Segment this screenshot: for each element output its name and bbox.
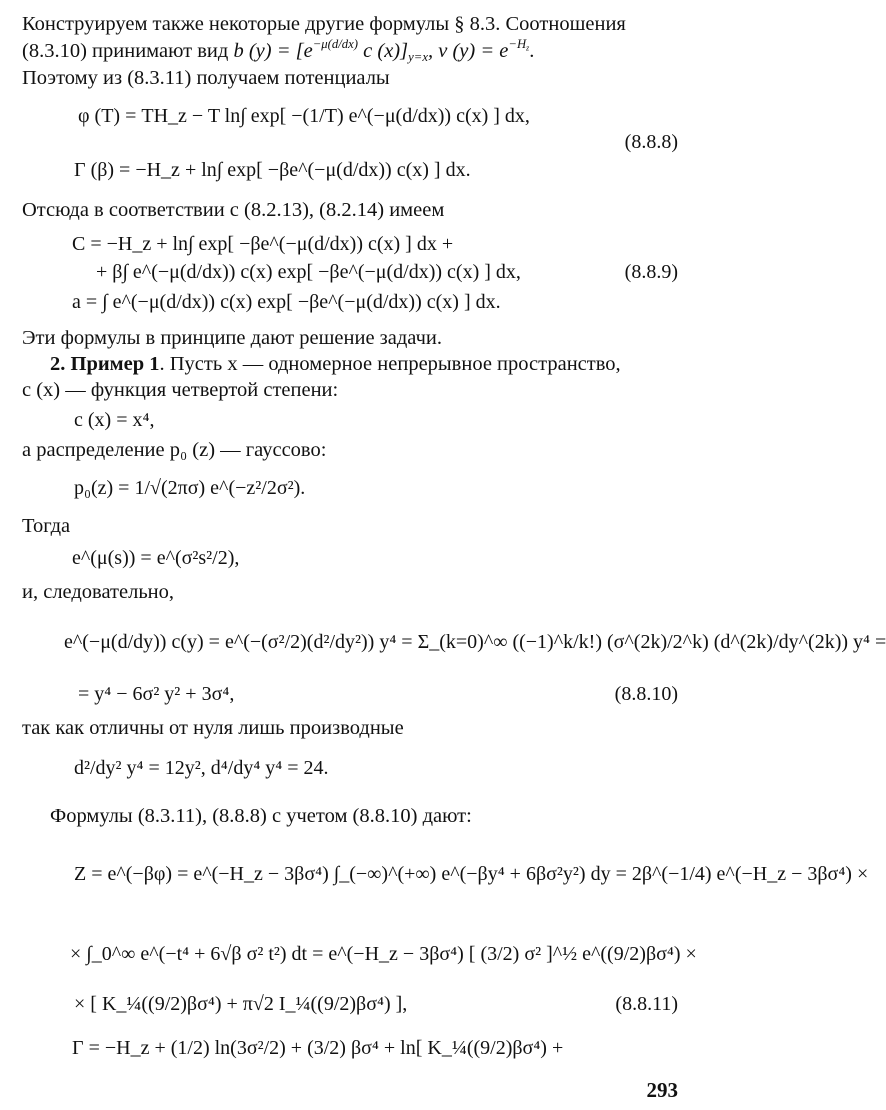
text-line-1: Конструируем также некоторые другие формулы § 8.3. Соотношения <box>22 13 626 35</box>
equation-8-8-9-c: a = ∫ e^(−μ(d/dx)) c(x) exp[ −βe^(−μ(d/dx)) c(x) ] dx. <box>72 291 501 313</box>
text-line-10: и, следовательно, <box>22 581 175 603</box>
equation-8-8-10-b: = y⁴ − 6σ² y² + 3σ⁴, <box>78 683 235 705</box>
equation-8-8-11-a: Z = e^(−βφ) = e^(−H_z − 3βσ⁴) ∫_(−∞)^(+∞) e^(−βy⁴ + 6βσ²y²) dy = 2β^(−1/4) e^(−H_z − 3βσ⁴) × <box>74 863 869 885</box>
text-line-2-c: −μ(d/dx) <box>312 37 359 52</box>
equation-number-8-8-8: (8.8.8) <box>624 131 678 153</box>
equation-p0: p₀(z) = 1/√(2πσ) e^(−z²/2σ²). <box>74 477 306 499</box>
text-line-2-f: , ν (y) = e <box>427 40 509 62</box>
equation-8-8-8-b: Γ (β) = −H_z + ln∫ exp[ −βe^(−μ(d/dx)) c(x) ] dx. <box>74 159 471 181</box>
text-line-6 <box>50 354 621 375</box>
equation-number-8-8-9: (8.8.9) <box>624 261 678 283</box>
text-line-11: так как отличны от нуля лишь производные <box>22 717 404 739</box>
equation-8-8-11-b: × ∫_0^∞ e^(−t⁴ + 6√β σ² t²) dt = e^(−H_z − 3βσ⁴) [ (3/2) σ² ]^½ e^((9/2)βσ⁴) × <box>70 943 697 965</box>
equation-8-8-10-a: e^(−μ(d/dy)) c(y) = e^(−(σ²/2)(d²/dy²)) y⁴ = Σ_(k=0)^∞ ((−1)^k/k!) (σ^(2k)/2^k) (d^(2k)/dy^(2k)) y⁴ = <box>64 631 886 653</box>
text-line-2 <box>22 37 535 64</box>
text-line-4: Отсюда в соответствии с (8.2.13), (8.2.14) имеем <box>22 199 445 221</box>
text-line-6-rest: . Пусть x — одномерное непрерывное пространство, <box>159 353 621 375</box>
text-line-7: c (x) — функция четвертой степени: <box>22 379 339 401</box>
equation-8-8-9-a: C = −H_z + ln∫ exp[ −βe^(−μ(d/dx)) c(x) ] dx + <box>72 233 454 255</box>
equation-8-8-11-d: Γ = −H_z + (1/2) ln(3σ²/2) + (3/2) βσ⁴ + ln[ K_¼((9/2)βσ⁴) + <box>72 1037 564 1059</box>
equation-8-8-11-c: × [ K_¼((9/2)βσ⁴) + π√2 I_¼((9/2)βσ⁴) ], <box>74 993 408 1015</box>
text-line-2-a: (8.3.10) принимают вид <box>22 40 234 62</box>
text-line-2-d: c (x)] <box>358 40 409 62</box>
equation-derivatives: d²/dy² y⁴ = 12y², d⁴/dy⁴ y⁴ = 24. <box>74 757 329 779</box>
text-line-3: Поэтому из (8.3.11) получаем потенциалы <box>22 67 390 89</box>
text-line-5: Эти формулы в принципе дают решение задачи. <box>22 327 442 349</box>
page-number: 293 <box>646 1078 678 1102</box>
text-line-2-g: −H <box>508 37 527 52</box>
text-line-2-h: z <box>526 43 530 53</box>
text-line-2-e: y=x <box>408 49 428 64</box>
equation-8-8-8-a: φ (T) = TH_z − T ln∫ exp[ −(1/T) e^(−μ(d/dx)) c(x) ] dx, <box>78 105 530 127</box>
equation-number-8-8-10: (8.8.10) <box>614 683 678 705</box>
text-line-12: Формулы (8.3.11), (8.8.8) с учетом (8.8.10) дают: <box>50 805 472 827</box>
equation-8-8-9-b: + β∫ e^(−μ(d/dx)) c(x) exp[ −βe^(−μ(d/dx)) c(x) ] dx, <box>96 261 521 283</box>
text-line-2-b: b (y) = [e <box>233 40 313 62</box>
text-line-9: Тогда <box>22 515 71 537</box>
equation-cx: c (x) = x⁴, <box>74 409 155 431</box>
text-line-2-i: . <box>529 40 535 62</box>
equation-number-8-8-11: (8.8.11) <box>615 993 678 1015</box>
equation-mu: e^(μ(s)) = e^(σ²s²/2), <box>72 547 240 569</box>
text-line-8: а распределение p₀ (z) — гауссово: <box>22 439 327 461</box>
example-heading: 2. Пример 1 <box>50 353 160 375</box>
